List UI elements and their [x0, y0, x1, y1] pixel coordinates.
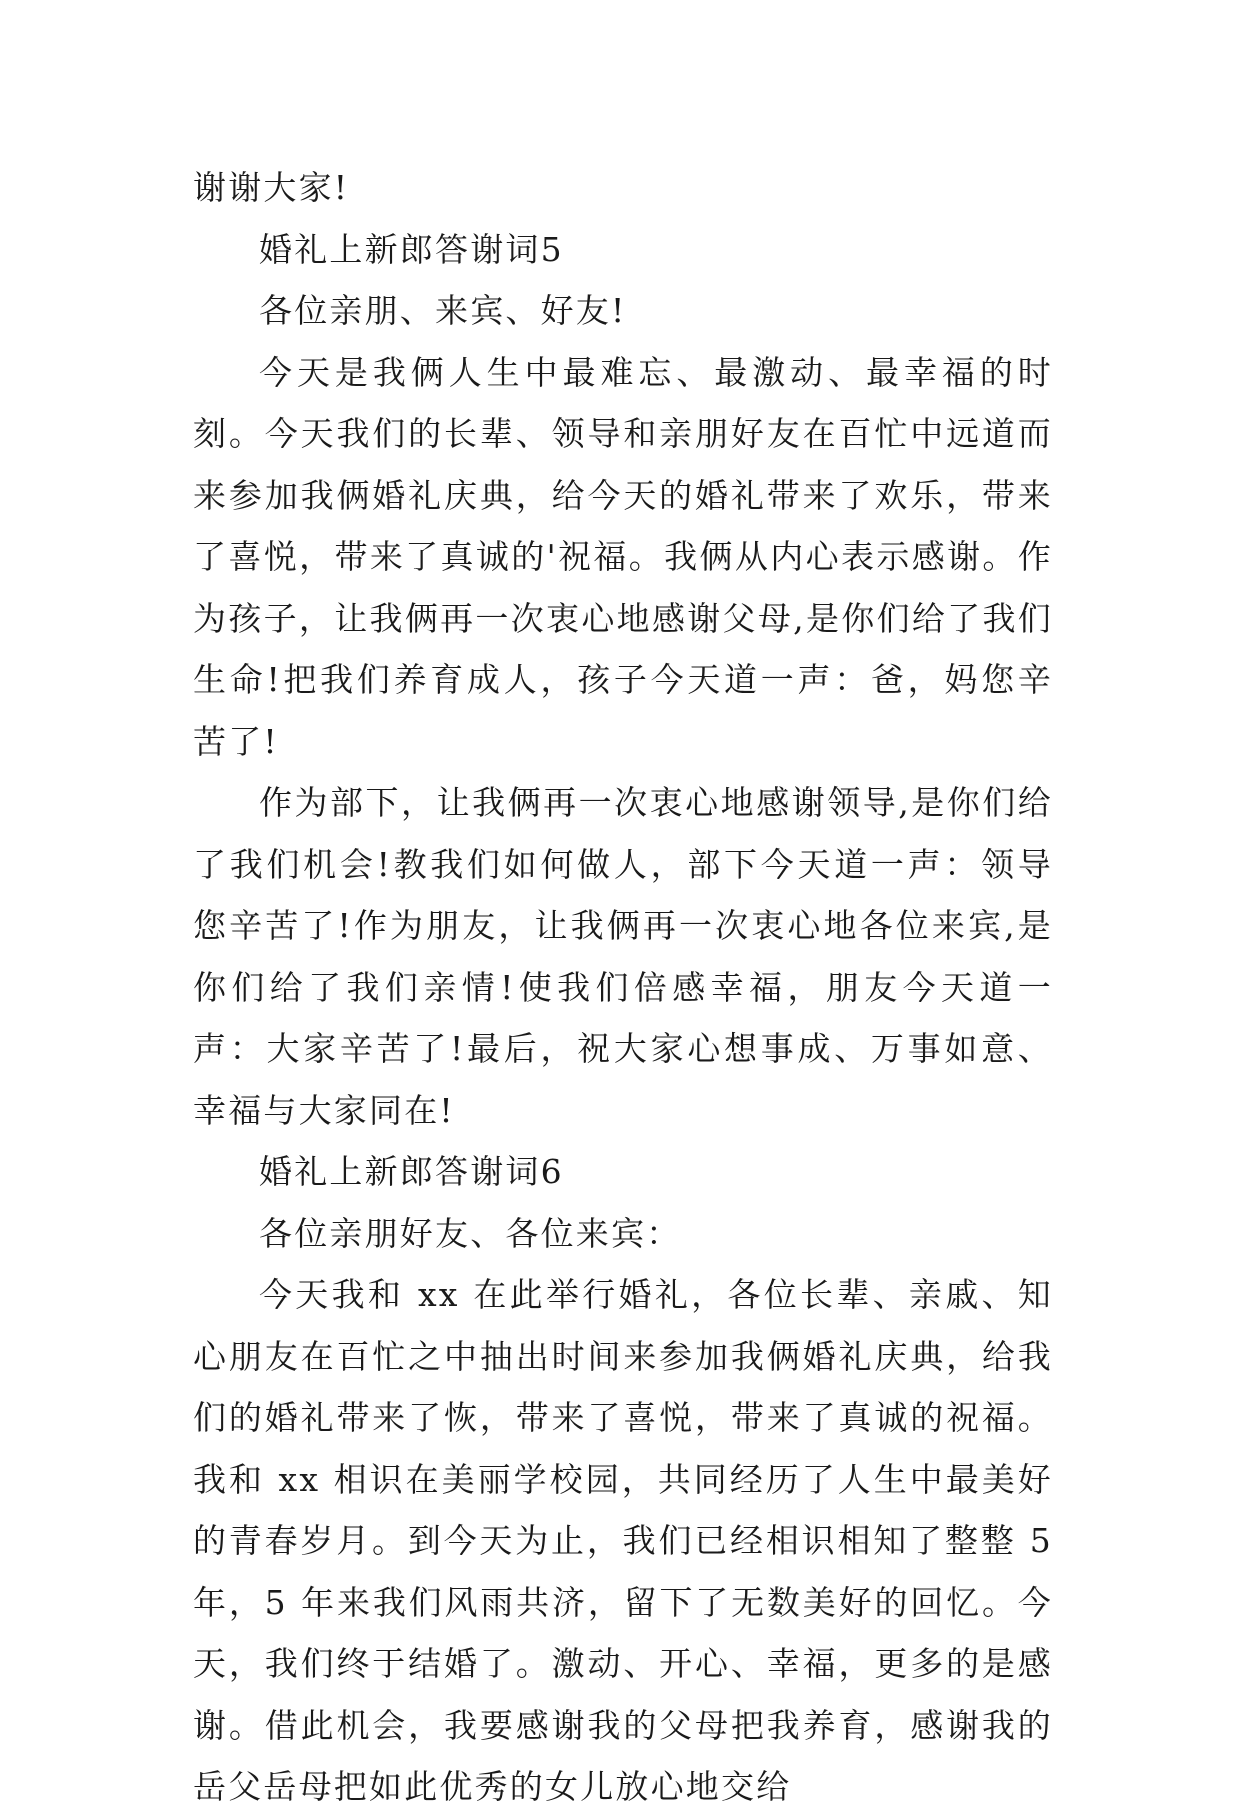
document-body	[193, 157, 1053, 1818]
section-heading-5: 婚礼上新郎答谢词5	[259, 229, 564, 269]
salutation-6: 各位亲朋好友、各位来宾：	[259, 1213, 682, 1253]
body-paragraph: 作为部下，让我俩再一次衷心地感谢领导,是你们给了我们机会!教我们如何做人，部下今天道一声：领导您辛苦了!作为朋友，让我俩再一次衷心地各位来宾,是你们给了我们亲情!使我们倍感幸福，朋友今天道一声：大家辛苦了!最后，祝大家心想事成、万事如意、幸福与大家同在!	[193, 783, 1053, 1130]
body-paragraph: 今天我和 xx 在此举行婚礼，各位长辈、亲戚、知心朋友在百忙之中抽出时间来参加我俩婚礼庆典，给我们的婚礼带来了恢，带来了喜悦，带来了真诚的祝福。我和 xx 相识在美丽学校园，共同经历了人生中最美好的青春岁月。到今天为止，我们已经相识相知了整整 5 年，5 年来我们风雨共济，留下了无数美好的回忆。今天，我们终于结婚了。激动、开心、幸福，更多的是感谢。借此机会，我要感谢我的父母把我养育，感谢我的岳父岳母把如此优秀的女儿放心地交给	[193, 1275, 1053, 1806]
body-paragraph: 今天是我俩人生中最难忘、最激动、最幸福的时刻。今天我们的长辈、领导和亲朋好友在百忙中远道而来参加我俩婚礼庆典，给今天的婚礼带来了欢乐，带来了喜悦，带来了真诚的'祝福。我俩从内心表示感谢。作为孩子，让我俩再一次衷心地感谢父母,是你们给了我们生命!把我们养育成人，孩子今天道一声：爸，妈您辛苦了!	[193, 352, 1053, 761]
salutation-5: 各位亲朋、来宾、好友!	[259, 291, 627, 330]
closing-thanks: 谢谢大家!	[193, 168, 350, 207]
section-heading-6: 婚礼上新郎答谢词6	[259, 1152, 564, 1191]
